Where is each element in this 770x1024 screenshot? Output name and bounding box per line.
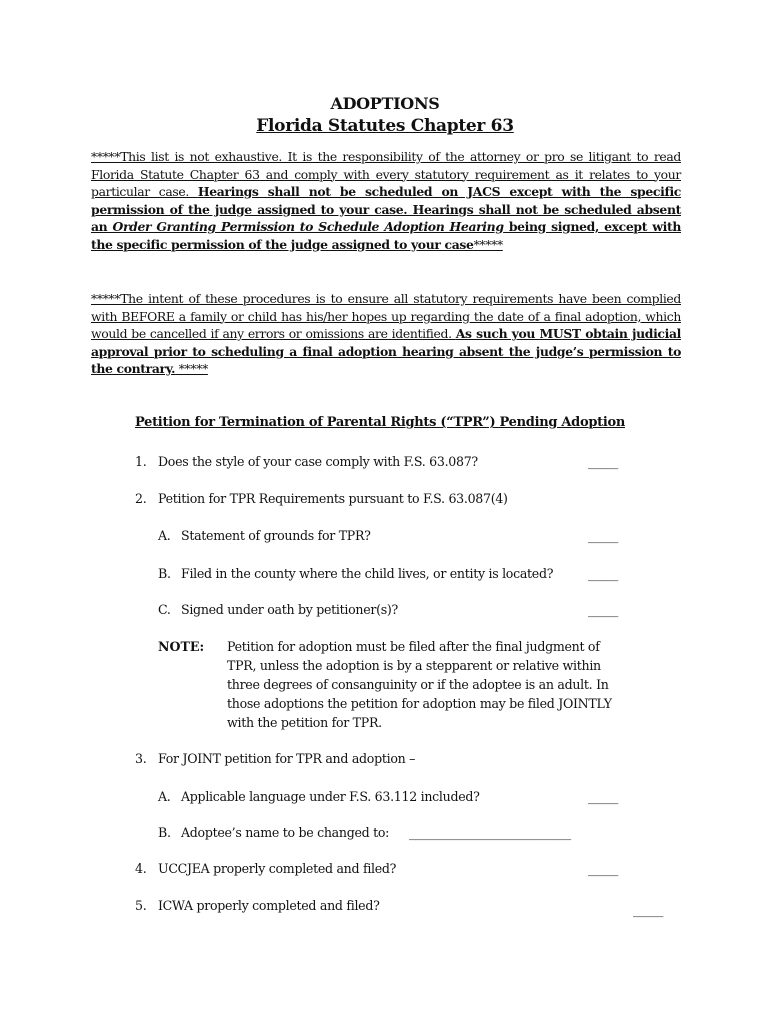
note-text: Petition for adoption must be filed after the final judgment of TPR, unless the adoption is by a stepparent or relative within three degrees of consanguinity or if the adoptee is an adult. In those adoptions the petition for adoption may be filed JOINTLY with the petition for TPR. (227, 639, 612, 730)
item-number: 4. (135, 861, 147, 876)
intent-text: *****The intent of these procedures is to ensure all statutory requirements have been complied with BEFORE a family or child has his/her hopes up regarding the date of a final adoption, which would be cancelled if any errors or omissions are identified. (91, 291, 681, 341)
disclaimer-bold-text-2: being signed, except with the specific permission of the judge assigned to your case (91, 219, 681, 252)
intent-paragraph (91, 290, 681, 378)
sub-item-letter: B. (158, 825, 171, 840)
document-subtitle: Florida Statutes Chapter 63 (256, 116, 514, 136)
sub-item-letter: B. (158, 566, 171, 581)
sub-item-text: Signed under oath by petitioner(s)? (181, 602, 398, 617)
item-number: 2. (135, 491, 147, 506)
order-title-text: Order Granting Permission to Schedule Adoption Hearing (112, 219, 504, 234)
sub-item-blank: _____ (588, 566, 618, 581)
sub-item-blank: _____ (588, 528, 618, 543)
sub-item-text: Filed in the county where the child lives, or entity is located? (181, 566, 554, 581)
item-text: ICWA properly completed and filed? (158, 898, 380, 913)
disclaimer-end: ***** (473, 236, 503, 252)
item-text: Does the style of your case comply with F.S. 63.087? (158, 454, 478, 469)
item-number: 3. (135, 751, 147, 766)
sub-item-letter: A. (158, 528, 171, 543)
disclaimer-bold-text: Hearings shall not be scheduled on JACS except with the specific permission of the judge assigned to your case. Hearings shall not be scheduled absent an (91, 184, 681, 234)
disclaimer-text: *****This list is not exhaustive. It is the responsibility of the attorney or pro se litigant to read Florida Statute Chapter 63 and comply with every statutory requirement as it relates to your particular case. (91, 149, 681, 199)
sub-item-blank: _____ (588, 789, 618, 804)
intent-end: ***** (175, 361, 208, 376)
sub-item-text: Adoptee’s name to be changed to: (181, 825, 390, 840)
item-number: 5. (135, 898, 147, 913)
name-change-blank: ___________________________ (409, 825, 571, 840)
document-title: ADOPTIONS (330, 94, 440, 113)
intent-bold-text: As such you MUST obtain judicial approval prior to scheduling a final adoption hearing absent the judge’s permission to the contrary. (91, 326, 682, 376)
sub-item-blank: _____ (588, 602, 618, 617)
sub-item-text: Applicable language under F.S. 63.112 included? (181, 789, 480, 804)
disclaimer-paragraph (91, 148, 681, 253)
item-blank: _____ (633, 902, 663, 917)
item-blank: _____ (588, 861, 618, 876)
item-text: For JOINT petition for TPR and adoption – (158, 751, 416, 766)
section-heading: Petition for Termination of Parental Rights (“TPR”) Pending Adoption (135, 415, 625, 430)
item-text: UCCJEA properly completed and filed? (158, 861, 397, 876)
sub-item-letter: A. (158, 789, 171, 804)
item-blank: _____ (588, 454, 618, 469)
note-label: NOTE: (158, 639, 205, 654)
item-number: 1. (135, 454, 147, 469)
item-text: Petition for TPR Requirements pursuant to F.S. 63.087(4) (158, 491, 508, 506)
sub-item-text: Statement of grounds for TPR? (181, 528, 371, 543)
sub-item-letter: C. (158, 602, 171, 617)
